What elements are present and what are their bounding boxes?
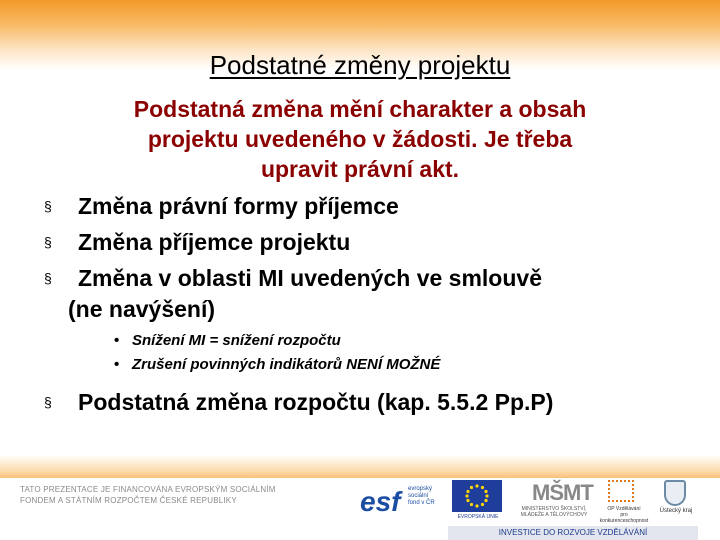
- bullet-item: [44, 262, 684, 294]
- msmt-caption-line: MINISTERSTVO ŠKOLSTVÍ,: [521, 506, 587, 512]
- sub-bullet-text: Snížení MI = snížení rozpočtu: [132, 332, 341, 349]
- intro-paragraph: [80, 94, 640, 184]
- eu-caption: EVROPSKÁ UNIE: [457, 514, 499, 520]
- op-caption-line: OP Vzdělávání: [607, 506, 641, 512]
- bullet-item: [44, 190, 684, 222]
- section-bullet-icon: §: [44, 198, 52, 214]
- bullet-text: Změna v oblasti MI uvedených ve smlouvě: [78, 265, 542, 291]
- bullet-item: [44, 226, 684, 258]
- bullet-continuation: (ne navýšení): [68, 296, 215, 322]
- funding-line: TATO PREZENTACE JE FINANCOVÁNA EVROPSKÝM SOCIÁLNÍM: [20, 485, 276, 494]
- op-logo: [596, 480, 652, 522]
- msmt-caption-line: MLÁDEŽE A TĚLOVÝCHOVY: [520, 512, 588, 518]
- dot-bullet-icon: •: [114, 332, 120, 349]
- op-caption-line: pro konkurenceschopnost: [599, 512, 649, 524]
- sub-bullet-text: Zrušení povinných indikátorů NENÍ MOŽNÉ: [132, 356, 441, 373]
- msmt-caption: [518, 506, 590, 518]
- dot-bullet-icon: •: [114, 356, 120, 373]
- eu-stars-icon: [452, 480, 502, 512]
- section-bullet-icon: §: [44, 394, 52, 410]
- section-bullet-icon: §: [44, 234, 52, 250]
- coat-of-arms-icon: [664, 480, 686, 506]
- bullet-text: Změna příjemce projektu: [78, 229, 351, 255]
- kraj-logo: [658, 480, 694, 522]
- kraj-caption: Ústecký kraj: [659, 508, 693, 514]
- esf-mark: esf: [360, 486, 401, 517]
- esf-caption-line: evropský: [408, 486, 433, 492]
- logo-strip: [360, 480, 700, 524]
- section-bullet-icon: §: [44, 270, 52, 286]
- slide-title: Podstatné změny projektu: [209, 50, 511, 80]
- bullet-text: Podstatná změna rozpočtu (kap. 5.5.2 Pp.P): [78, 389, 554, 415]
- funding-statement: [20, 484, 320, 506]
- esf-logo: [360, 480, 442, 522]
- footer: [0, 478, 720, 540]
- sub-bullet-item: [114, 332, 341, 349]
- intro-line: upravit právní akt.: [260, 156, 460, 182]
- sub-bullet-item: [114, 356, 440, 373]
- intro-line: Podstatná změna mění charakter a obsah: [133, 96, 587, 122]
- esf-caption: [408, 486, 435, 507]
- msmt-mark: MŠMT: [532, 480, 593, 505]
- invest-banner: INVESTICE DO ROZVOJE VZDĚLÁVÁNÍ: [448, 526, 698, 540]
- intro-line: projektu uvedeného v žádosti. Je třeba: [147, 126, 573, 152]
- msmt-logo: [518, 480, 593, 522]
- eu-logo: [448, 480, 508, 522]
- funding-line: FONDEM A STÁTNÍM ROZPOČTEM ČESKÉ REPUBLIKY: [20, 496, 237, 505]
- esf-caption-line: sociální: [408, 493, 429, 499]
- bullet-item: [44, 386, 684, 418]
- bullet-text: Změna právní formy příjemce: [78, 193, 399, 219]
- eu-flag-icon: [452, 480, 502, 512]
- op-caption: [596, 506, 652, 524]
- esf-caption-line: fond v ČR: [408, 500, 435, 506]
- op-dotted-box-icon: [608, 480, 634, 502]
